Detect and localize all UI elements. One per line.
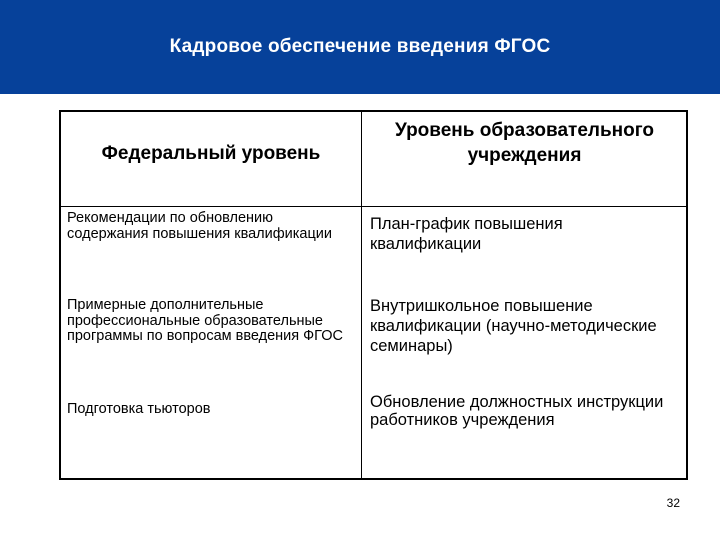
column-divider [361, 112, 362, 478]
federal-row-3: Подготовка тьюторов [67, 401, 211, 417]
institution-row-2: Внутришкольное повышение квалификации (научно-методические семинары) [370, 297, 657, 355]
header-institution-level: Уровень образовательного учреждения [394, 120, 655, 166]
slide-title: Кадровое обеспечение введения ФГОС [169, 36, 551, 57]
institution-row-3: Обновление должностных инструкции работников учреждения [370, 393, 664, 429]
header-divider [61, 206, 686, 207]
institution-row-1: План-график повышения квалификации [370, 215, 563, 253]
federal-row-1: Рекомендации по обновлению содержания повышения квалификации [67, 210, 332, 242]
federal-row-2: Примерные дополнительные профессиональные образовательные программы по вопросам введения ФГОС [67, 297, 343, 344]
page-number: 32 [666, 496, 680, 510]
title-banner [0, 0, 720, 94]
staffing-table [59, 110, 688, 480]
header-federal-level: Федеральный уровень [101, 143, 321, 164]
